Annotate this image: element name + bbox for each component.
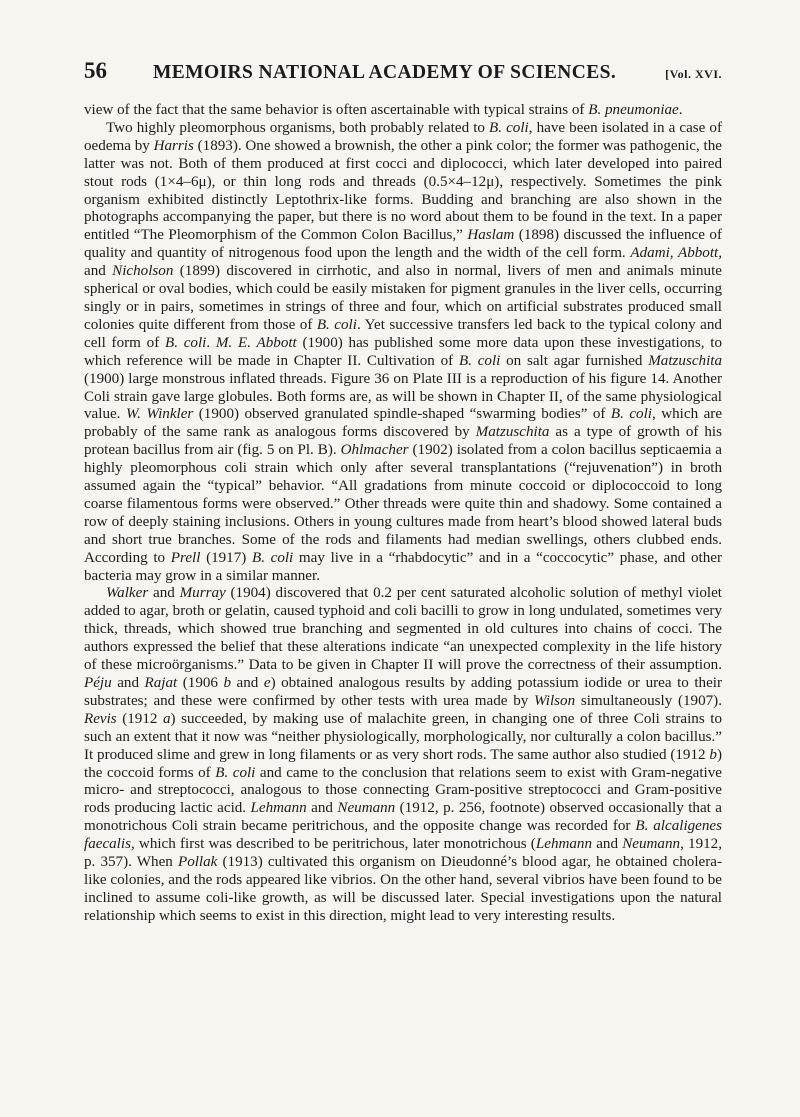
text-run: and: [231, 675, 264, 691]
page-number: 56: [84, 58, 107, 83]
italic-run: Wilson: [534, 692, 576, 709]
text-run: and: [84, 263, 113, 280]
italic-run: Revis: [84, 710, 117, 727]
text-run: , which first was described to be peritrichous, later monotrichous (: [130, 836, 536, 853]
text-run: (1912: [116, 710, 163, 727]
italic-run: Lehmann: [535, 836, 593, 853]
text-run: (1898) discussed the influence of quality and quantity of nitrogenous food upon the length and the width of the cell form.: [84, 227, 722, 262]
text-run: Two highly pleomorphous organisms, both probably related to: [106, 119, 490, 136]
text-run: and: [592, 836, 623, 853]
text-run: on salt agar furnished: [500, 352, 649, 369]
text-run: , have been isolated in a case of oedema by: [84, 119, 723, 154]
italic-run: Rajat: [144, 675, 178, 691]
text-run: and: [306, 800, 338, 817]
italic-run: B. coli: [215, 764, 256, 781]
text-run: (1902) isolated from a colon bacillus septicaemia a highly pleomorphous coli strain which only after several transplantations (“rejuvenation”) in broth assumed again the “typical” behavior. “All gradations from minute coccoid or diplococcoid to long coarse filamentous forms were observed.” Other threads were quite thin and shadowy. Some contained a row of deeply staining inclusions. Others in young cultures made from heart’s blood showed lateral buds and short true branches. Some of the rods and filaments had median swellings, others clubbed ends. According to: [84, 442, 722, 566]
volume-label: [Vol. XVI.: [665, 67, 722, 81]
italic-run: Nicholson: [112, 263, 174, 280]
italic-run: B. coli: [610, 406, 652, 423]
italic-run: B. alcaligenes faecalis: [84, 818, 722, 853]
paragraph-walker-murray: [84, 585, 722, 925]
running-header: [84, 58, 722, 84]
text-run: simultaneously (1907).: [575, 692, 722, 709]
italic-run: B. pneumoniae: [588, 102, 679, 118]
text-run: ) the coccoid forms of: [84, 746, 722, 781]
text-run: may live in a “rhabdocytic” and in a “coccocytic” phase, and other bacteria may grow in a similar manner.: [84, 549, 722, 584]
italic-run: Prell: [170, 549, 201, 566]
text-run: .: [206, 334, 216, 351]
text-run: .: [678, 102, 683, 118]
body-text: [84, 102, 722, 926]
italic-run: M. E. Abbott: [215, 334, 297, 351]
italic-run: Harris: [153, 137, 194, 154]
text-run: (1912, p. 256, footnote) observed occasionally that a monotrichous Coli strain became peritrichous, and the opposite change was recorded for: [84, 800, 722, 835]
italic-run: a: [162, 710, 171, 727]
italic-run: B. coli: [489, 119, 529, 136]
italic-run: e: [263, 675, 271, 691]
text-run: (1917): [200, 549, 252, 566]
text-run: (1900) has published some more data upon these investigations, to which reference will be made in Chapter II. Cultivation of: [84, 334, 722, 369]
text-run: and came to the conclusion that relations seem to exist with Gram-negative micro- and streptococci, analogous to those connecting Gram-positive streptococci and Gram-positive rods producing lactic acid.: [84, 764, 722, 817]
paragraph-pleomorphous-organisms: [84, 120, 722, 586]
italic-run: Pollak: [177, 854, 218, 871]
text-run: (1906: [177, 675, 224, 691]
text-run: ) succeeded, by making use of malachite green, in changing one of three Coli strains to such an extent that it now was “neither physiologically, morphologically, nor culturally a colon bacillus.” It produced slime and grew in long filaments or as very short rods. The same author also studied (1912: [84, 710, 722, 763]
italic-run: Péju: [84, 675, 112, 691]
italic-run: B. coli: [164, 334, 207, 351]
italic-run: Ohlmacher: [340, 442, 409, 459]
text-run: (1904) discovered that 0.2 per cent saturated alcoholic solution of methyl violet added to agar, broth or gelatin, caused typhoid and coli bacilli to grow in long undulated, sometimes very thick, threads, which showed true branching and segmented in old cultures into chains of cocci. The authors expressed the belief that these alterations indicate “an unexpected complexity in the life history of these microörganisms.” Data to be given in Chapter II will prove the correctness of their assumption.: [84, 585, 722, 674]
italic-run: b: [709, 746, 717, 763]
italic-run: Neumann: [337, 800, 396, 817]
journal-title: MEMOIRS NATIONAL ACADEMY OF SCIENCES.: [152, 62, 617, 83]
text-run: and: [111, 675, 145, 691]
text-run: view of the fact that the same behavior is often ascertainable with typical strains of: [84, 102, 589, 118]
text-run: (1899) discovered in cirrhotic, and also in normal, livers of men and animals minute spherical or oval bodies, which could be easily mistaken for pigment granules in the liver cells, occurring singly or in pairs, sometimes in strings of three and four, which on artificial substrates produced small colonies quite different from those of: [84, 263, 722, 333]
italic-run: Matzuschita: [475, 424, 550, 441]
paragraph-continued: [84, 102, 722, 120]
text-run: (1900) large monstrous inflated threads. Figure 36 on Plate III is a reproduction of his figure 14. Another Coli strain gave large globules. Both forms are, as will be shown in Chapter II, of the same physiological value.: [84, 370, 722, 423]
italic-run: Matzuschita: [648, 352, 723, 369]
italic-run: Murray: [179, 585, 226, 602]
text-run: ) obtained analogous results by adding potassium iodide or urea to their substrates; and these were confirmed by other tests with urea made by: [84, 675, 722, 709]
text-run: . Yet successive transfers led back to the typical colony and cell form of: [84, 316, 722, 351]
italic-run: Adami, Abbott,: [630, 245, 722, 262]
italic-run: b: [223, 675, 232, 691]
italic-run: B. coli: [316, 316, 357, 333]
italic-run: B. coli: [458, 352, 501, 369]
italic-run: W. Winkler: [125, 406, 194, 423]
text-run: , 1912, p. 357). When: [84, 836, 723, 871]
text-run: and: [148, 585, 180, 602]
text-run: , which are probably of the same rank as analogous forms discovered by: [84, 406, 723, 441]
italic-run: B. coli: [251, 549, 294, 566]
text-run: (1893). One showed a brownish, the other a pink color; the former was pathogenic, the latter was not. Both of them produced at first cocci and diplococci, which later developed into paired stout rods (1×4–6μ), or thin long rods and threads (0.5×4–12μ), respectively. Sometimes the pink organism exhibited distinctly Leptothrix-like forms. Budding and branching are also shown in the photographs accompanying the paper, but there is no word about them to be found in the text. In a paper entitled “The Pleomorphism of the Common Colon Bacillus,”: [84, 137, 722, 244]
text-run: as a type of growth of his protean bacillus from air (fig. 5 on Pl. B).: [84, 424, 722, 459]
text-run: (1900) observed granulated spindle-shaped “swarming bodies” of: [193, 406, 611, 423]
italic-run: Haslam: [467, 227, 515, 244]
italic-run: Walker: [106, 585, 149, 602]
text-run: (1913) cultivated this organism on Dieudonné’s blood agar, he obtained cholera-like colonies, and the rods appeared like vibrios. On the other hand, several vibrios have been found to be inclined to assume coli-like growth, as will be discussed later. Special investigations upon the natural relationship which seems to exist in this direction, might lead to very interesting results.: [84, 854, 722, 924]
italic-run: Lehmann: [250, 800, 307, 817]
italic-run: Neumann: [622, 836, 681, 853]
